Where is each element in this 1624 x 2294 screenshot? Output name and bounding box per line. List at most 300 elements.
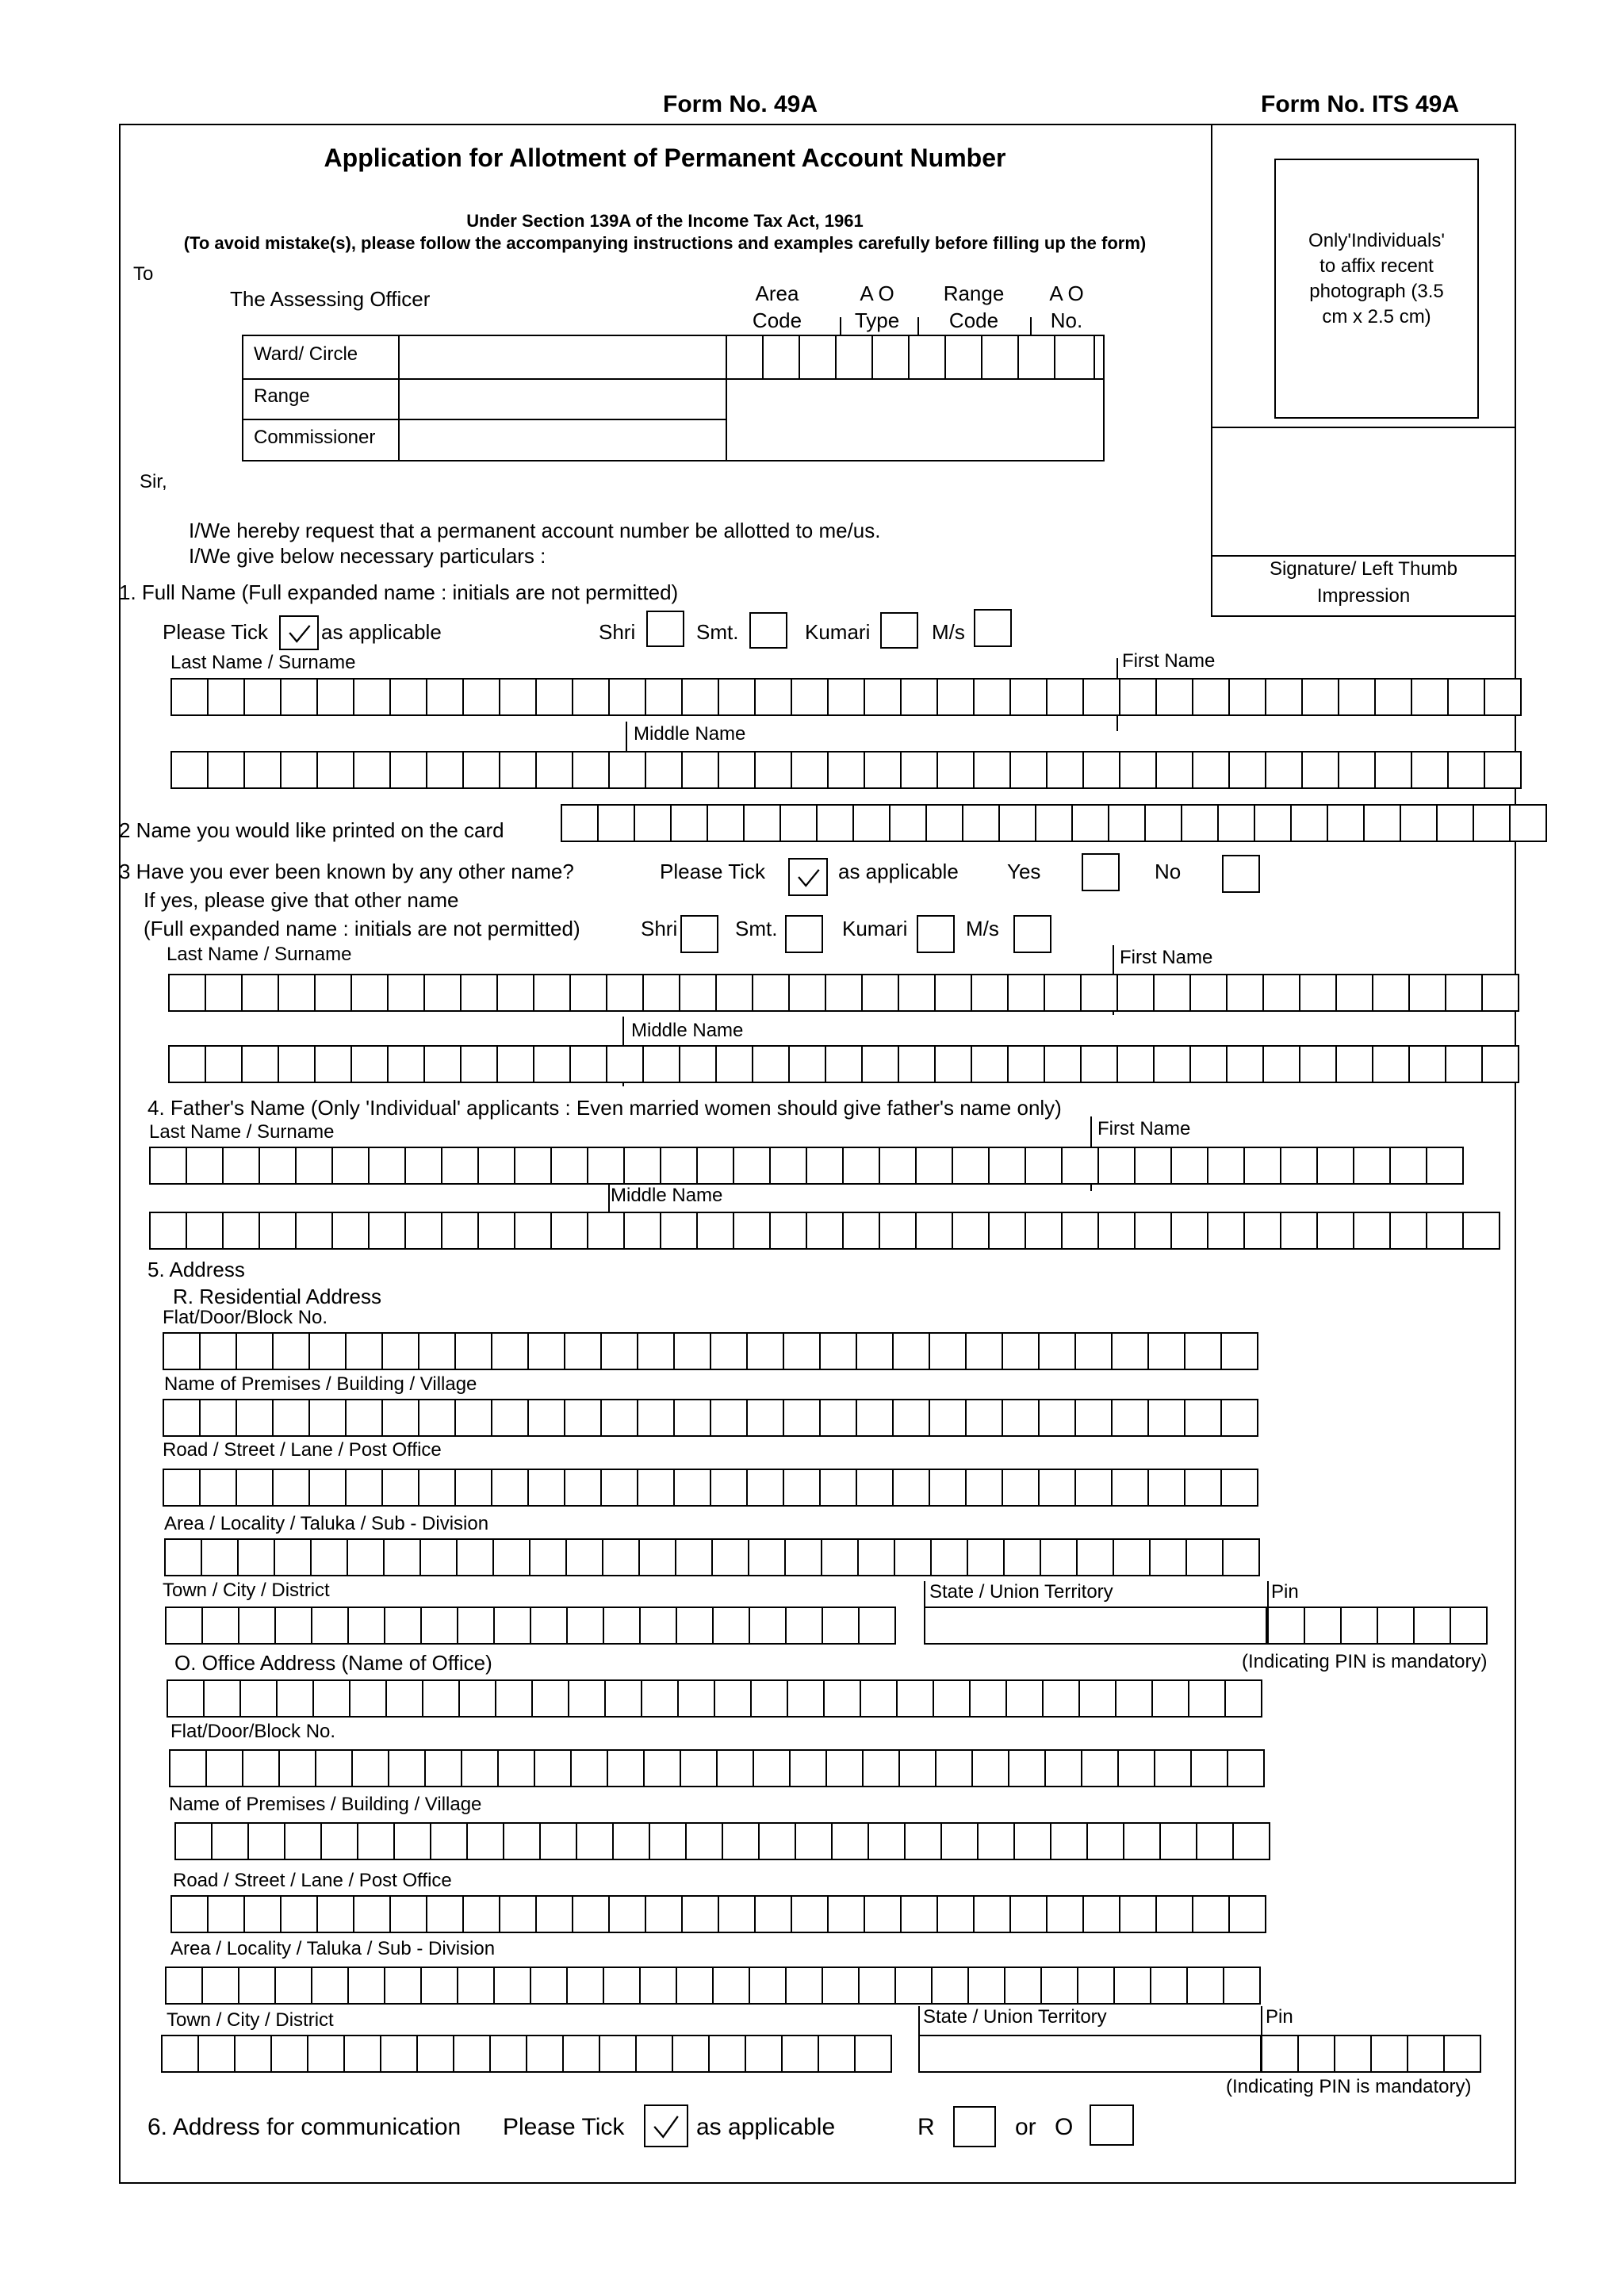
o-town-row-cell[interactable] [781,2035,819,2073]
q1-last-first-row-cell[interactable] [1155,678,1193,716]
q1-middle-row-cell[interactable] [1228,751,1266,789]
q4-middle-row-cell[interactable] [149,1212,187,1250]
o-premises-row-cell[interactable] [685,1822,723,1860]
o-name-row-cell[interactable] [1005,1679,1044,1718]
o-premises-row-cell[interactable] [1086,1822,1124,1860]
o-town-row-cell[interactable] [307,2035,345,2073]
o-flat-row-cell[interactable] [424,1749,462,1787]
o-flat-row-cell[interactable] [1227,1749,1265,1787]
q1-middle-row-cell[interactable] [499,751,537,789]
q3-last-first-row-cell[interactable] [460,974,498,1012]
q4-last-first-row-cell[interactable] [1426,1147,1464,1185]
q3-middle-row-cell[interactable] [1153,1045,1191,1083]
o-area-row-cell[interactable] [274,1967,312,2005]
q4-last-first-row-cell[interactable] [1353,1147,1391,1185]
q1-middle-row-cell[interactable] [1082,751,1120,789]
q4-last-first-row-cell[interactable] [368,1147,406,1185]
q4-last-first-row-cell[interactable] [1061,1147,1099,1185]
o-name-row-cell[interactable] [641,1679,679,1718]
q4-last-first-row-cell[interactable] [1170,1147,1208,1185]
q4-last-first-row-cell[interactable] [696,1147,734,1185]
q1-middle-row-cell[interactable] [1338,751,1376,789]
range-field[interactable] [398,378,727,420]
o-area-row-cell[interactable] [1223,1967,1261,2005]
q4-last-first-row-cell[interactable] [842,1147,880,1185]
q3-middle-row-cell[interactable] [1335,1045,1373,1083]
r-road-row-cell[interactable] [856,1469,894,1507]
q4-last-first-row-cell[interactable] [259,1147,297,1185]
o-name-row-cell[interactable] [349,1679,387,1718]
o-area-row-cell[interactable] [712,1967,750,2005]
o-road-row-cell[interactable] [1009,1895,1048,1933]
q1-ms-checkbox[interactable] [974,609,1012,647]
o-name-row-cell[interactable] [276,1679,314,1718]
q3-last-first-row-cell[interactable] [825,974,863,1012]
q2-card-name-row-cell[interactable] [889,804,927,842]
r-premises-row-cell[interactable] [856,1399,894,1437]
r-premises-row-cell[interactable] [637,1399,675,1437]
q4-middle-row-cell[interactable] [1025,1212,1063,1250]
q1-middle-row-cell[interactable] [1046,751,1084,789]
o-town-row-cell[interactable] [745,2035,783,2073]
q3-middle-row-cell[interactable] [314,1045,352,1083]
q1-middle-row-cell[interactable] [1155,751,1193,789]
o-area-row-cell[interactable] [238,1967,276,2005]
r-flat-row-cell[interactable] [491,1332,529,1370]
q4-last-first-row-cell[interactable] [733,1147,771,1185]
o-road-row-cell[interactable] [827,1895,865,1933]
q4-last-first-row-cell[interactable] [660,1147,698,1185]
q3-last-first-row-cell[interactable] [533,974,571,1012]
o-flat-row-cell[interactable] [1044,1749,1082,1787]
o-road-row-cell[interactable] [718,1895,756,1933]
r-road-row-cell[interactable] [345,1469,383,1507]
r-road-row-cell[interactable] [163,1469,201,1507]
o-name-row-cell[interactable] [604,1679,642,1718]
q4-middle-row-cell[interactable] [952,1212,990,1250]
o-name-row-cell[interactable] [1042,1679,1080,1718]
r-town-row-cell[interactable] [238,1607,276,1645]
q3-middle-row-cell[interactable] [861,1045,899,1083]
q3-last-first-row-cell[interactable] [205,974,243,1012]
q3-last-first-row-cell[interactable] [1481,974,1519,1012]
q1-last-first-row-cell[interactable] [791,678,829,716]
o-road-row-cell[interactable] [207,1895,245,1933]
q3-middle-row-cell[interactable] [241,1045,279,1083]
o-premises-row-cell[interactable] [795,1822,833,1860]
q3-middle-row-cell[interactable] [1481,1045,1519,1083]
q3-last-first-row-cell[interactable] [278,974,316,1012]
r-premises-row-cell[interactable] [965,1399,1003,1437]
r-premises-row-cell[interactable] [710,1399,748,1437]
q1-middle-row-cell[interactable] [900,751,938,789]
o-name-row-cell[interactable] [823,1679,861,1718]
q3-middle-row-cell[interactable] [350,1045,389,1083]
o-road-row-cell[interactable] [1155,1895,1193,1933]
q3-middle-row-cell[interactable] [569,1045,607,1083]
r-area-row-cell[interactable] [237,1538,275,1576]
o-area-row-cell[interactable] [639,1967,677,2005]
o-name-row-cell[interactable] [933,1679,971,1718]
o-road-row-cell[interactable] [243,1895,282,1933]
o-road-row-cell[interactable] [608,1895,646,1933]
q2-card-name-row-cell[interactable] [1181,804,1219,842]
q3-last-first-row-cell[interactable] [1408,974,1446,1012]
o-flat-row-cell[interactable] [1008,1749,1046,1787]
o-name-row-cell[interactable] [969,1679,1007,1718]
q3-last-first-row-cell[interactable] [934,974,972,1012]
q3-middle-row-cell[interactable] [533,1045,571,1083]
signature-box[interactable] [1212,428,1515,555]
q1-middle-row-cell[interactable] [608,751,646,789]
r-premises-row-cell[interactable] [272,1399,310,1437]
q4-middle-row-cell[interactable] [550,1212,588,1250]
o-road-row-cell[interactable] [462,1895,500,1933]
o-pin-row-cell[interactable] [1370,2035,1408,2073]
q1-smt-checkbox[interactable] [749,612,787,649]
o-premises-row-cell[interactable] [1050,1822,1088,1860]
o-flat-row-cell[interactable] [1117,1749,1155,1787]
q1-middle-row-cell[interactable] [973,751,1011,789]
q4-last-first-row-cell[interactable] [952,1147,990,1185]
r-flat-row-cell[interactable] [673,1332,711,1370]
o-area-row-cell[interactable] [420,1967,458,2005]
o-premises-row-cell[interactable] [1196,1822,1234,1860]
r-premises-row-cell[interactable] [491,1399,529,1437]
r-flat-row-cell[interactable] [381,1332,419,1370]
q3-middle-row-cell[interactable] [1226,1045,1264,1083]
o-flat-row-cell[interactable] [388,1749,426,1787]
q3-last-first-row-cell[interactable] [1445,974,1483,1012]
r-premises-row-cell[interactable] [1184,1399,1222,1437]
r-area-row-cell[interactable] [602,1538,640,1576]
q3-last-first-row-cell[interactable] [1372,974,1410,1012]
o-flat-row-cell[interactable] [315,1749,353,1787]
q1-kumari-checkbox[interactable] [880,612,918,649]
q1-last-first-row-cell[interactable] [316,678,354,716]
o-town-row-cell[interactable] [599,2035,637,2073]
o-flat-row-cell[interactable] [1190,1749,1228,1787]
r-flat-row-cell[interactable] [163,1332,201,1370]
r-area-row-cell[interactable] [784,1538,822,1576]
q3-middle-row-cell[interactable] [715,1045,753,1083]
o-name-row-cell[interactable] [1078,1679,1116,1718]
q4-last-first-row-cell[interactable] [1389,1147,1427,1185]
r-premises-row-cell[interactable] [600,1399,638,1437]
o-flat-row-cell[interactable] [971,1749,1009,1787]
r-premises-row-cell[interactable] [1038,1399,1076,1437]
r-road-row-cell[interactable] [1038,1469,1076,1507]
o-name-row-cell[interactable] [203,1679,241,1718]
r-road-row-cell[interactable] [819,1469,857,1507]
o-road-row-cell[interactable] [681,1895,719,1933]
q3-last-first-row-cell[interactable] [715,974,753,1012]
o-flat-row-cell[interactable] [643,1749,681,1787]
q4-last-first-row-cell[interactable] [149,1147,187,1185]
o-road-row-cell[interactable] [864,1895,902,1933]
q4-middle-row-cell[interactable] [1426,1212,1464,1250]
range-code-cell-3[interactable] [981,335,1019,380]
r-road-row-cell[interactable] [1074,1469,1113,1507]
r-flat-row-cell[interactable] [272,1332,310,1370]
o-flat-row-cell[interactable] [497,1749,535,1787]
q1-middle-row-cell[interactable] [1374,751,1412,789]
r-area-row-cell[interactable] [748,1538,786,1576]
o-road-row-cell[interactable] [645,1895,683,1933]
r-area-row-cell[interactable] [1222,1538,1260,1576]
q2-card-name-row-cell[interactable] [597,804,635,842]
r-road-row-cell[interactable] [637,1469,675,1507]
q4-middle-row-cell[interactable] [1170,1212,1208,1250]
q3-middle-row-cell[interactable] [679,1045,717,1083]
r-road-row-cell[interactable] [746,1469,784,1507]
q4-middle-row-cell[interactable] [1061,1212,1099,1250]
q1-middle-row-cell[interactable] [936,751,975,789]
o-road-row-cell[interactable] [426,1895,464,1933]
o-flat-row-cell[interactable] [278,1749,316,1787]
q2-card-name-row-cell[interactable] [1217,804,1255,842]
ao-no-cell-2[interactable] [1054,335,1095,380]
o-name-row-cell[interactable] [495,1679,533,1718]
r-flat-row-cell[interactable] [1111,1332,1149,1370]
q2-card-name-row-cell[interactable] [852,804,891,842]
o-name-row-cell[interactable] [860,1679,898,1718]
r-town-row-cell[interactable] [566,1607,604,1645]
o-premises-row-cell[interactable] [284,1822,322,1860]
q2-card-name-row-cell[interactable] [962,804,1000,842]
q4-middle-row-cell[interactable] [733,1212,771,1250]
o-road-row-cell[interactable] [353,1895,391,1933]
r-flat-row-cell[interactable] [564,1332,602,1370]
q4-last-first-row-cell[interactable] [295,1147,333,1185]
q4-middle-row-cell[interactable] [477,1212,515,1250]
q4-last-first-row-cell[interactable] [1316,1147,1354,1185]
r-premises-row-cell[interactable] [199,1399,237,1437]
q4-last-first-row-cell[interactable] [1025,1147,1063,1185]
o-name-row-cell[interactable] [750,1679,788,1718]
o-area-row-cell[interactable] [457,1967,495,2005]
q1-last-first-row-cell[interactable] [1265,678,1303,716]
q3-last-first-row-cell[interactable] [679,974,717,1012]
o-area-row-cell[interactable] [858,1967,896,2005]
o-pin-row-cell[interactable] [1297,2035,1335,2073]
q3-yes-checkbox[interactable] [1082,853,1120,891]
o-name-row-cell[interactable] [568,1679,606,1718]
r-area-row-cell[interactable] [565,1538,603,1576]
q4-middle-row-cell[interactable] [1389,1212,1427,1250]
r-flat-row-cell[interactable] [199,1332,237,1370]
q1-last-first-row-cell[interactable] [608,678,646,716]
q1-middle-row-cell[interactable] [170,751,209,789]
o-road-row-cell[interactable] [1119,1895,1157,1933]
q4-last-first-row-cell[interactable] [186,1147,224,1185]
q1-last-first-row-cell[interactable] [1009,678,1048,716]
q1-last-first-row-cell[interactable] [1374,678,1412,716]
r-flat-row-cell[interactable] [783,1332,821,1370]
q3-middle-row-cell[interactable] [1189,1045,1228,1083]
r-flat-row-cell[interactable] [819,1332,857,1370]
o-name-row-cell[interactable] [896,1679,934,1718]
q4-middle-row-cell[interactable] [623,1212,661,1250]
q1-last-first-row-cell[interactable] [1411,678,1449,716]
o-road-row-cell[interactable] [973,1895,1011,1933]
q4-middle-row-cell[interactable] [696,1212,734,1250]
r-area-row-cell[interactable] [894,1538,932,1576]
q1-last-first-row-cell[interactable] [426,678,464,716]
o-premises-row-cell[interactable] [612,1822,650,1860]
q4-last-first-row-cell[interactable] [879,1147,917,1185]
q6-r-checkbox[interactable] [953,2106,996,2147]
r-town-row-cell[interactable] [639,1607,677,1645]
q4-middle-row-cell[interactable] [587,1212,625,1250]
r-town-row-cell[interactable] [457,1607,495,1645]
r-road-row-cell[interactable] [600,1469,638,1507]
q1-last-first-row-cell[interactable] [1046,678,1084,716]
q1-last-first-row-cell[interactable] [900,678,938,716]
q3-last-first-row-cell[interactable] [1007,974,1045,1012]
q4-middle-row-cell[interactable] [441,1212,479,1250]
q4-middle-row-cell[interactable] [222,1212,260,1250]
q2-card-name-row-cell[interactable] [1400,804,1438,842]
o-flat-row-cell[interactable] [898,1749,936,1787]
o-area-row-cell[interactable] [201,1967,239,2005]
q2-card-name-row-cell[interactable] [561,804,599,842]
q2-card-name-row-cell[interactable] [634,804,672,842]
q3-last-first-row-cell[interactable] [606,974,644,1012]
o-town-row-cell[interactable] [854,2035,892,2073]
r-area-row-cell[interactable] [1003,1538,1041,1576]
q4-last-first-row-cell[interactable] [623,1147,661,1185]
r-premises-row-cell[interactable] [345,1399,383,1437]
q2-card-name-row-cell[interactable] [1327,804,1365,842]
q1-middle-row-cell[interactable] [243,751,282,789]
o-name-row-cell[interactable] [531,1679,569,1718]
o-premises-row-cell[interactable] [174,1822,213,1860]
q4-middle-row-cell[interactable] [295,1212,333,1250]
q1-last-first-row-cell[interactable] [1338,678,1376,716]
r-area-row-cell[interactable] [201,1538,239,1576]
o-name-row-cell[interactable] [239,1679,278,1718]
r-road-row-cell[interactable] [564,1469,602,1507]
q1-middle-row-cell[interactable] [1192,751,1230,789]
o-flat-row-cell[interactable] [1081,1749,1119,1787]
r-premises-row-cell[interactable] [1220,1399,1258,1437]
q1-last-first-row-cell[interactable] [499,678,537,716]
r-road-row-cell[interactable] [308,1469,347,1507]
r-premises-row-cell[interactable] [1147,1399,1185,1437]
o-town-row-cell[interactable] [489,2035,527,2073]
o-town-row-cell[interactable] [818,2035,856,2073]
r-road-row-cell[interactable] [892,1469,930,1507]
q3-middle-row-cell[interactable] [1044,1045,1082,1083]
o-premises-row-cell[interactable] [1013,1822,1051,1860]
q3-middle-row-cell[interactable] [1262,1045,1300,1083]
r-area-row-cell[interactable] [1149,1538,1187,1576]
r-area-row-cell[interactable] [456,1538,494,1576]
o-area-row-cell[interactable] [1150,1967,1188,2005]
q4-middle-row-cell[interactable] [842,1212,880,1250]
q3-middle-row-cell[interactable] [387,1045,425,1083]
r-flat-row-cell[interactable] [418,1332,456,1370]
o-area-row-cell[interactable] [785,1967,823,2005]
q1-middle-row-cell[interactable] [280,751,318,789]
q4-middle-row-cell[interactable] [1134,1212,1172,1250]
r-area-row-cell[interactable] [675,1538,713,1576]
q3-last-first-row-cell[interactable] [788,974,826,1012]
r-area-row-cell[interactable] [419,1538,458,1576]
q3-last-first-row-cell[interactable] [1335,974,1373,1012]
q2-card-name-row-cell[interactable] [816,804,854,842]
o-flat-row-cell[interactable] [1154,1749,1192,1787]
o-premises-row-cell[interactable] [904,1822,942,1860]
q3-last-first-row-cell[interactable] [1153,974,1191,1012]
q3-middle-row-cell[interactable] [278,1045,316,1083]
r-premises-row-cell[interactable] [1002,1399,1040,1437]
q4-middle-row-cell[interactable] [404,1212,442,1250]
r-flat-row-cell[interactable] [1184,1332,1222,1370]
o-name-row-cell[interactable] [312,1679,350,1718]
q2-card-name-row-cell[interactable] [925,804,963,842]
r-town-row-cell[interactable] [201,1607,239,1645]
o-area-row-cell[interactable] [603,1967,641,2005]
o-premises-row-cell[interactable] [1123,1822,1161,1860]
o-name-row-cell[interactable] [1115,1679,1153,1718]
q2-card-name-row-cell[interactable] [743,804,781,842]
q3-last-first-row-cell[interactable] [168,974,206,1012]
o-pin-row-cell[interactable] [1261,2035,1299,2073]
r-town-row-cell[interactable] [493,1607,531,1645]
q1-last-first-row-cell[interactable] [681,678,719,716]
r-road-row-cell[interactable] [929,1469,967,1507]
o-flat-row-cell[interactable] [680,1749,718,1787]
r-flat-row-cell[interactable] [1074,1332,1113,1370]
o-area-row-cell[interactable] [566,1967,604,2005]
q4-last-first-row-cell[interactable] [769,1147,807,1185]
r-town-row-cell[interactable] [420,1607,458,1645]
o-flat-row-cell[interactable] [570,1749,608,1787]
r-road-row-cell[interactable] [673,1469,711,1507]
o-area-row-cell[interactable] [749,1967,787,2005]
q2-card-name-row-cell[interactable] [1436,804,1474,842]
r-area-row-cell[interactable] [274,1538,312,1576]
q4-last-first-row-cell[interactable] [222,1147,260,1185]
area-code-cell-3[interactable] [799,335,837,380]
r-premises-row-cell[interactable] [746,1399,784,1437]
r-area-row-cell[interactable] [383,1538,421,1576]
r-town-row-cell[interactable] [384,1607,422,1645]
r-flat-row-cell[interactable] [454,1332,492,1370]
q3-middle-row-cell[interactable] [1445,1045,1483,1083]
q4-last-first-row-cell[interactable] [988,1147,1026,1185]
o-name-row-cell[interactable] [167,1679,205,1718]
q2-card-name-row-cell[interactable] [1290,804,1328,842]
q1-last-first-row-cell[interactable] [645,678,683,716]
r-area-row-cell[interactable] [310,1538,348,1576]
o-name-row-cell[interactable] [787,1679,825,1718]
r-flat-row-cell[interactable] [710,1332,748,1370]
q2-card-name-row-cell[interactable] [1509,804,1547,842]
o-flat-row-cell[interactable] [862,1749,900,1787]
o-road-row-cell[interactable] [936,1895,975,1933]
o-flat-row-cell[interactable] [607,1749,645,1787]
q4-last-first-row-cell[interactable] [404,1147,442,1185]
r-town-row-cell[interactable] [274,1607,312,1645]
r-pin-row-cell[interactable] [1413,1607,1451,1645]
q2-card-name-row-cell[interactable] [1108,804,1146,842]
q3-middle-row-cell[interactable] [642,1045,680,1083]
o-town-row-cell[interactable] [270,2035,308,2073]
q1-last-first-row-cell[interactable] [243,678,282,716]
